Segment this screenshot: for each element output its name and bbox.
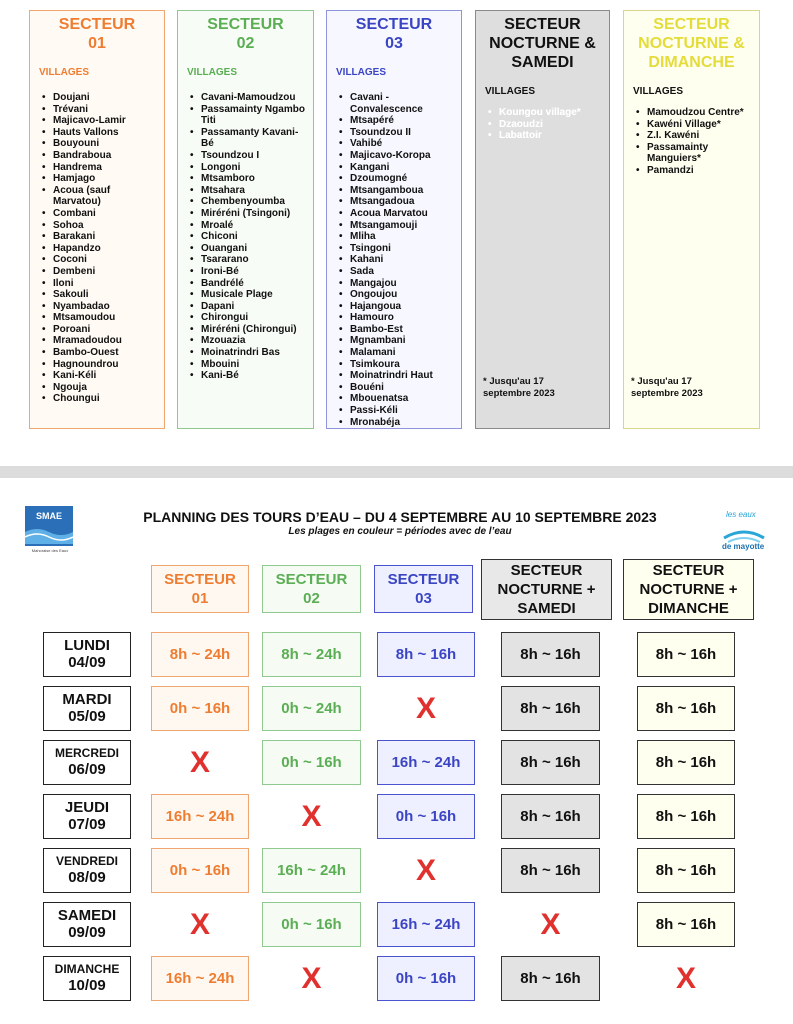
village-item: • Trévani xyxy=(42,104,158,116)
village-item: • Passamainty Ngambo Titi xyxy=(190,104,307,127)
village-item: • Ouangani xyxy=(190,243,307,255)
water-time-slot: 16h ~ 24h xyxy=(377,902,475,947)
village-item: • Sada xyxy=(339,266,455,278)
village-item: • Labattoir xyxy=(488,130,603,142)
villages-label: VILLAGES xyxy=(39,67,90,78)
village-item: • Bouéni xyxy=(339,382,455,394)
water-time-slot: 8h ~ 16h xyxy=(377,632,475,677)
water-time-slot: 8h ~ 16h xyxy=(501,956,600,1001)
village-item: • Mamoudzou Centre* xyxy=(636,107,753,119)
logo-line2: de mayotte xyxy=(722,542,765,551)
village-item: • Tsimkoura xyxy=(339,359,455,371)
day-date: 06/09 xyxy=(68,761,106,778)
village-item: • Kahani xyxy=(339,254,455,266)
water-time-slot: 0h ~ 16h xyxy=(377,956,475,1001)
village-item: • Dzaoudzi xyxy=(488,119,603,131)
water-time-slot: 0h ~ 16h xyxy=(262,740,361,785)
village-item: • Musicale Plage xyxy=(190,289,307,301)
village-item: • Mtsangamboua xyxy=(339,185,455,197)
header-sector-02: SECTEUR 02 xyxy=(262,565,361,613)
village-item: • Ongoujou xyxy=(339,289,455,301)
village-item: • Bambo-Ouest xyxy=(42,347,158,359)
eaux-de-mayotte-logo xyxy=(718,508,770,554)
day-name: SAMEDI xyxy=(57,907,117,924)
village-item: • Combani xyxy=(42,208,158,220)
day-label xyxy=(43,848,131,893)
village-item: • Malamani xyxy=(339,347,455,359)
day-date: 08/09 xyxy=(68,869,106,886)
sector-03-column xyxy=(326,10,462,429)
villages-label: VILLAGES xyxy=(485,86,536,97)
village-item: • Mgnambani xyxy=(339,335,455,347)
sector-title: SECTEUR 01 xyxy=(58,16,136,52)
day-date: 05/09 xyxy=(68,708,106,725)
village-item: • Hamjago xyxy=(42,173,158,185)
water-time-slot: 8h ~ 16h xyxy=(501,632,600,677)
day-label xyxy=(43,794,131,839)
water-time-slot: 8h ~ 16h xyxy=(637,848,735,893)
day-date: 04/09 xyxy=(68,654,106,671)
header-sector-01: SECTEUR 01 xyxy=(151,565,249,613)
footnote: * Jusqu'au 17 septembre 2023 xyxy=(631,376,703,399)
village-item: • Mtsangamouji xyxy=(339,220,455,232)
village-item: • Passi-Kéli xyxy=(339,405,455,417)
village-list xyxy=(333,92,455,428)
village-item: • Moinatrindri Bas xyxy=(190,347,307,359)
village-item: • Kani-Kéli xyxy=(42,370,158,382)
header-sector-nocturne-dimanche: SECTEUR NOCTURNE + DIMANCHE xyxy=(623,559,754,620)
village-item: • Ngouja xyxy=(42,382,158,394)
village-item: • Dzoumogné xyxy=(339,173,455,185)
sector-01-column xyxy=(29,10,165,429)
page-subtitle: Les plages en couleur = périodes avec de l’eau xyxy=(288,526,512,537)
smae-logo xyxy=(25,506,75,556)
village-item: • Nyambadao xyxy=(42,301,158,313)
sector-title: SECTEUR NOCTURNE & DIMANCHE xyxy=(638,16,745,71)
village-item: • Passamanty Kavani-Bé xyxy=(190,127,307,150)
no-water-mark: X xyxy=(540,907,561,941)
header-sector-nocturne-samedi: SECTEUR NOCTURNE + SAMEDI xyxy=(481,559,612,620)
village-list xyxy=(630,107,753,177)
village-item: • Passamainty Manguiers* xyxy=(636,142,753,165)
village-item: • Mramadoudou xyxy=(42,335,158,347)
water-time-slot: 16h ~ 24h xyxy=(377,740,475,785)
village-item: • Tsingoni xyxy=(339,243,455,255)
no-water-mark: X xyxy=(301,961,322,995)
village-item: • Mbouenatsa xyxy=(339,393,455,405)
day-name: MARDI xyxy=(62,691,112,708)
village-item: • Mzouazia xyxy=(190,335,307,347)
water-time-slot: 8h ~ 16h xyxy=(637,902,735,947)
village-item: • Ironi-Bé xyxy=(190,266,307,278)
header-sector-03: SECTEUR 03 xyxy=(374,565,473,613)
wave-icon xyxy=(25,526,73,544)
water-time-slot: 16h ~ 24h xyxy=(151,956,249,1001)
village-item: • Hagnoundrou xyxy=(42,359,158,371)
day-label xyxy=(43,902,131,947)
day-name: LUNDI xyxy=(64,637,110,654)
no-water-mark: X xyxy=(189,907,210,941)
village-item: • Sohoa xyxy=(42,220,158,232)
village-item: • Mroalé xyxy=(190,220,307,232)
smae-logo-text: SMAE xyxy=(35,511,62,521)
page-title: PLANNING DES TOURS D’EAU – DU 4 SEPTEMBRE AU 10 SEPTEMBRE 2023 xyxy=(143,509,657,525)
village-item: • Dembeni xyxy=(42,266,158,278)
no-water-mark: X xyxy=(675,961,696,995)
sector-title: SECTEUR 03 xyxy=(355,16,433,52)
day-label xyxy=(43,740,131,785)
village-item: • Cavani - Convalescence xyxy=(339,92,455,115)
village-item: • Moinatrindri Haut xyxy=(339,370,455,382)
footnote: * Jusqu'au 17 septembre 2023 xyxy=(483,376,555,399)
village-item: • Miréréni (Chirongui) xyxy=(190,324,307,336)
village-item: • Mtsangadoua xyxy=(339,196,455,208)
village-item: • Chirongui xyxy=(190,312,307,324)
smae-tagline: Mahoraise des Eaux xyxy=(31,548,69,553)
village-item: • Kani-Bé xyxy=(190,370,307,382)
village-item: • Poroani xyxy=(42,324,158,336)
no-water-mark: X xyxy=(415,853,436,887)
village-item: • Acoua Marvatou xyxy=(339,208,455,220)
no-water-mark: X xyxy=(301,799,322,833)
water-time-slot: 8h ~ 16h xyxy=(637,794,735,839)
day-name: VENDREDI xyxy=(55,854,118,868)
villages-label: VILLAGES xyxy=(633,86,684,97)
village-item: • Doujani xyxy=(42,92,158,104)
village-item: • Handrema xyxy=(42,162,158,174)
village-item: • Cavani-Mamoudzou xyxy=(190,92,307,104)
day-date: 07/09 xyxy=(68,816,106,833)
village-item: • Tsoundzou I xyxy=(190,150,307,162)
water-time-slot: 0h ~ 16h xyxy=(377,794,475,839)
village-item: • Barakani xyxy=(42,231,158,243)
village-item: • Tsararano xyxy=(190,254,307,266)
day-name: DIMANCHE xyxy=(54,962,120,976)
village-item: • Mtsahara xyxy=(190,185,307,197)
village-item: • Pamandzi xyxy=(636,165,753,177)
village-item: • Hamouro xyxy=(339,312,455,324)
village-item: • Hauts Vallons xyxy=(42,127,158,139)
sector-title: SECTEUR NOCTURNE & SAMEDI xyxy=(489,16,596,71)
village-item: • Chiconi xyxy=(190,231,307,243)
water-time-slot: 8h ~ 16h xyxy=(637,740,735,785)
village-item: • Majicavo-Lamir xyxy=(42,115,158,127)
page-separator xyxy=(0,466,793,478)
village-item: • Acoua (sauf Marvatou) xyxy=(42,185,158,208)
village-item: • Vahibé xyxy=(339,138,455,150)
sector-nocturne-dimanche-column xyxy=(623,10,760,429)
village-item: • Sakouli xyxy=(42,289,158,301)
smae-logo-box xyxy=(25,506,73,546)
village-item: • Choungui xyxy=(42,393,158,405)
water-time-slot: 8h ~ 16h xyxy=(501,740,600,785)
water-time-slot: 16h ~ 24h xyxy=(151,794,249,839)
no-water-mark: X xyxy=(415,691,436,725)
day-date: 09/09 xyxy=(68,924,106,941)
water-time-slot: 0h ~ 16h xyxy=(151,686,249,731)
sector-title: SECTEUR 02 xyxy=(207,16,284,52)
no-water-mark: X xyxy=(189,745,210,779)
village-list xyxy=(36,92,158,405)
village-item: • Mangajou xyxy=(339,278,455,290)
day-name: MERCREDI xyxy=(54,746,119,760)
village-item: • Mtsamoudou xyxy=(42,312,158,324)
village-item: • Chembenyoumba xyxy=(190,196,307,208)
village-item: • Bouyouni xyxy=(42,138,158,150)
water-time-slot: 16h ~ 24h xyxy=(262,848,361,893)
village-item: • Hajangoua xyxy=(339,301,455,313)
logo-line1: les eaux xyxy=(726,510,756,519)
village-item: • Dapani xyxy=(190,301,307,313)
water-time-slot: 8h ~ 16h xyxy=(501,686,600,731)
village-item: • Tsoundzou II xyxy=(339,127,455,139)
day-label xyxy=(43,956,131,1001)
water-time-slot: 0h ~ 24h xyxy=(262,686,361,731)
village-item: • Bandrélé xyxy=(190,278,307,290)
day-name: JEUDI xyxy=(64,799,110,816)
village-item: • Bandraboua xyxy=(42,150,158,162)
village-item: • Longoni xyxy=(190,162,307,174)
village-item: • Coconi xyxy=(42,254,158,266)
village-item: • Hapandzo xyxy=(42,243,158,255)
water-time-slot: 8h ~ 16h xyxy=(637,686,735,731)
village-item: • Mtsapéré xyxy=(339,115,455,127)
water-time-slot: 0h ~ 16h xyxy=(151,848,249,893)
village-item: • Bambo-Est xyxy=(339,324,455,336)
water-time-slot: 8h ~ 16h xyxy=(637,632,735,677)
village-item: • Miréréni (Tsingoni) xyxy=(190,208,307,220)
village-item: • Mtsamboro xyxy=(190,173,307,185)
village-item: • Majicavo-Koropa xyxy=(339,150,455,162)
water-time-slot: 8h ~ 16h xyxy=(501,848,600,893)
village-item: • Z.I. Kawéni xyxy=(636,130,753,142)
village-item: • Mbouini xyxy=(190,359,307,371)
village-item: • Kawéni Village* xyxy=(636,119,753,131)
water-time-slot: 8h ~ 16h xyxy=(501,794,600,839)
village-item: • Mliha xyxy=(339,231,455,243)
village-list xyxy=(482,107,603,142)
water-time-slot: 0h ~ 16h xyxy=(262,902,361,947)
water-time-slot: 8h ~ 24h xyxy=(151,632,249,677)
village-item: • Koungou village* xyxy=(488,107,603,119)
sector-02-column xyxy=(177,10,314,429)
village-item: • Mronabéja xyxy=(339,417,455,429)
day-label xyxy=(43,686,131,731)
village-item: • Iloni xyxy=(42,278,158,290)
day-date: 10/09 xyxy=(68,977,106,994)
village-list xyxy=(184,92,307,382)
water-time-slot: 8h ~ 24h xyxy=(262,632,361,677)
day-label xyxy=(43,632,131,677)
villages-label: VILLAGES xyxy=(187,67,238,78)
sector-nocturne-samedi-column xyxy=(475,10,610,429)
village-item: • Kangani xyxy=(339,162,455,174)
villages-label: VILLAGES xyxy=(336,67,387,78)
